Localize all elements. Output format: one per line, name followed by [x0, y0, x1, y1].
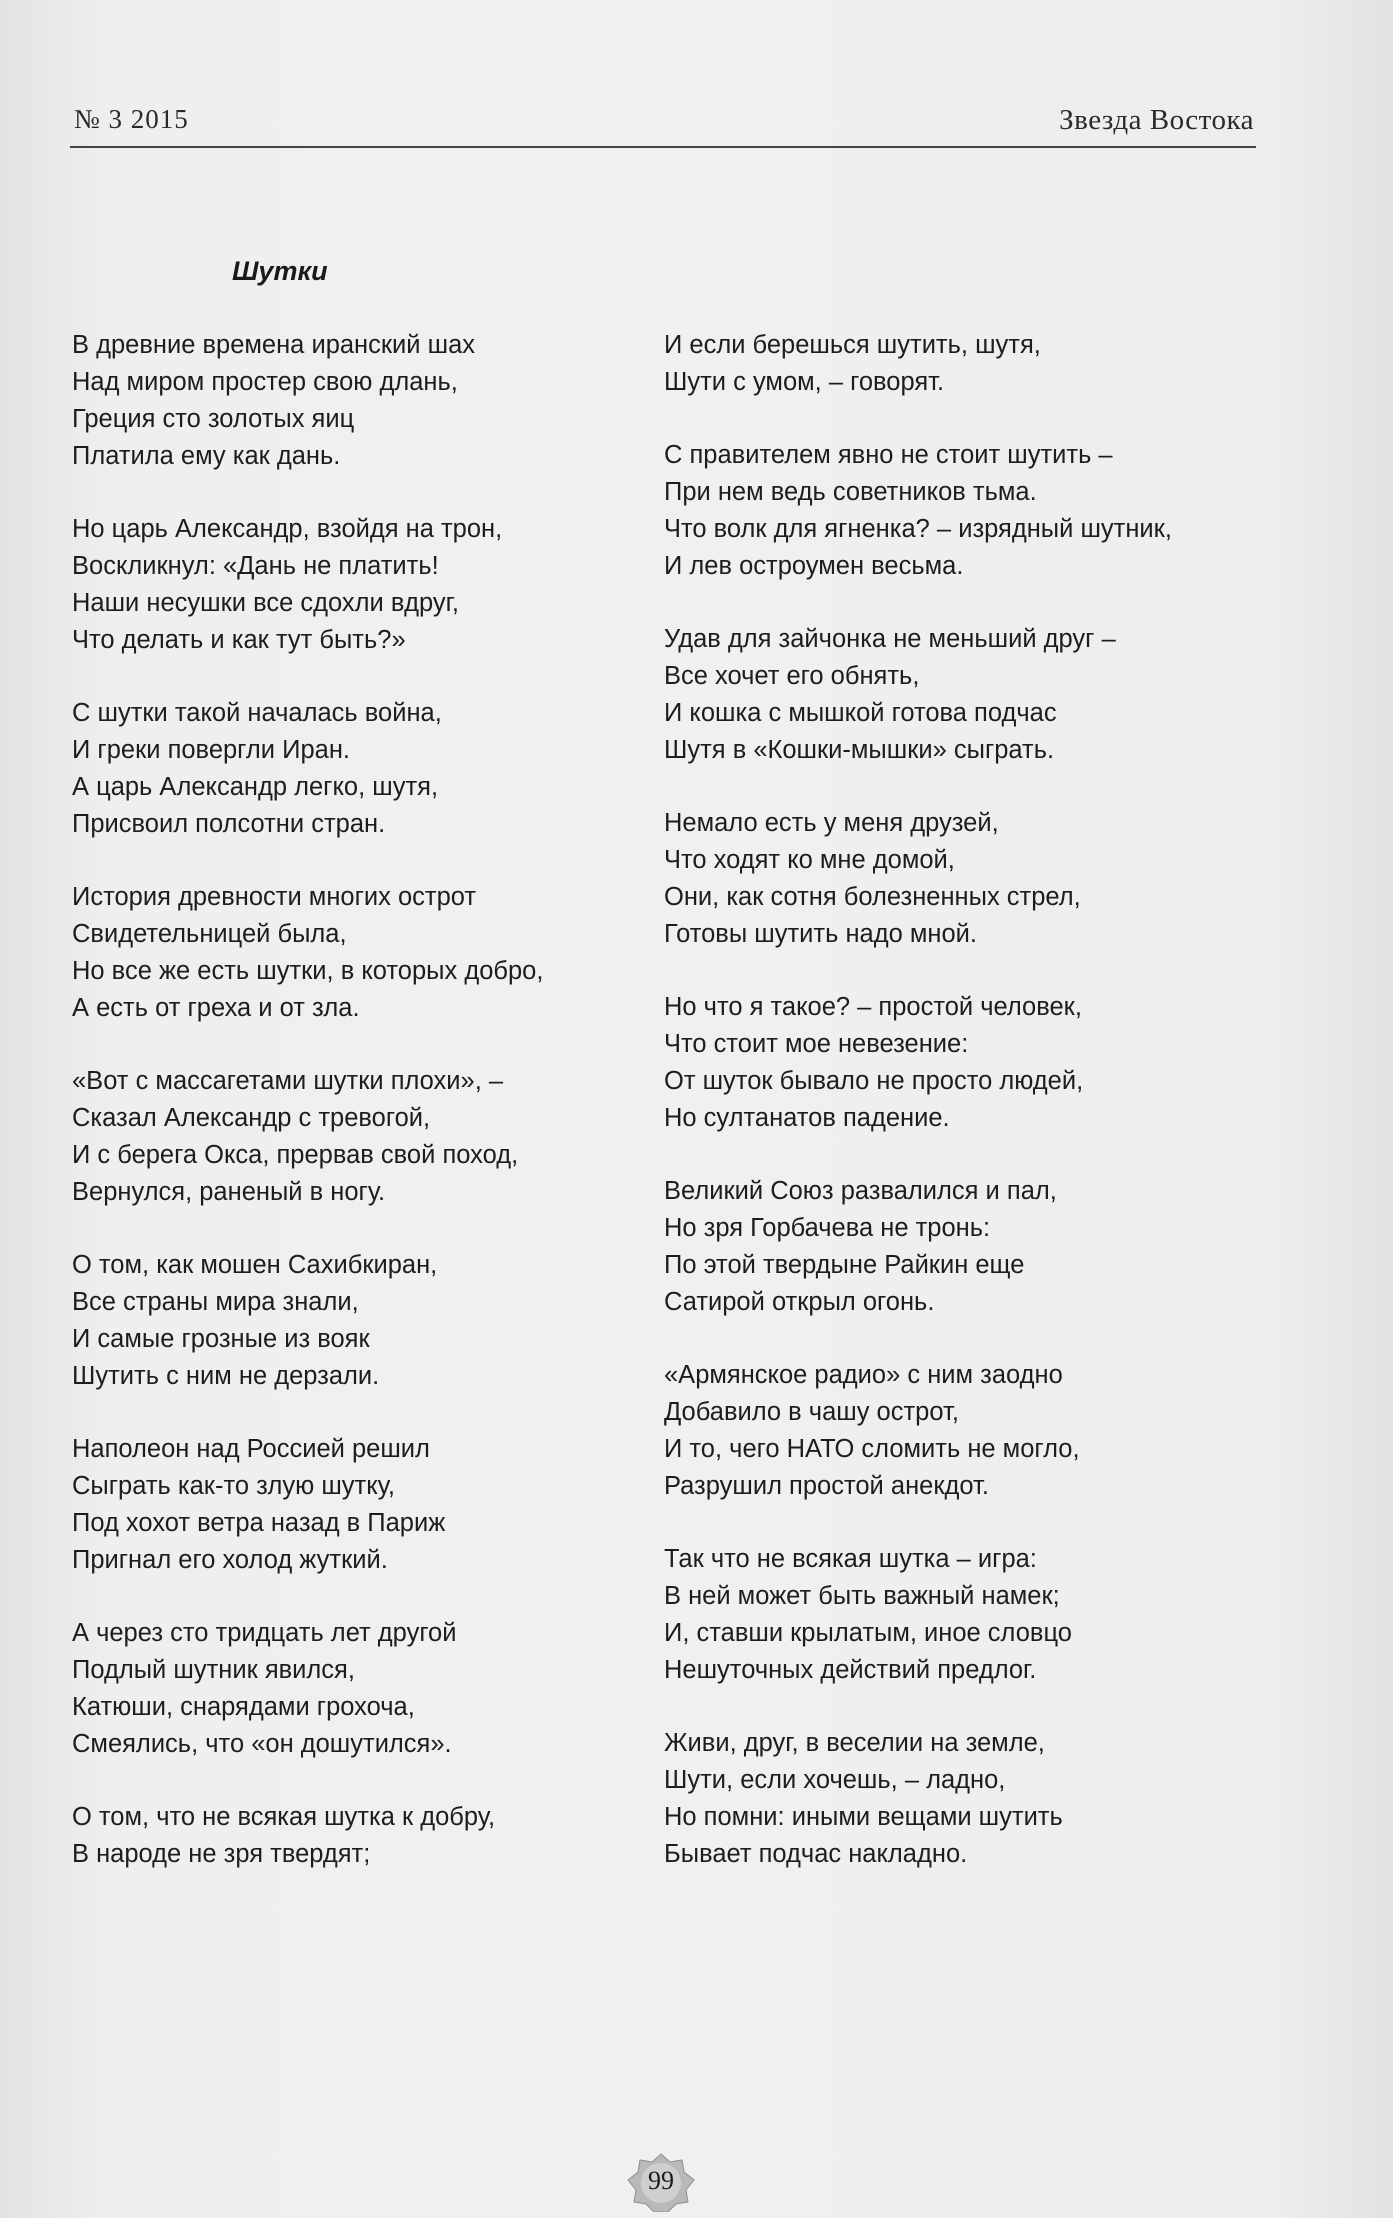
poem-line: Но что я такое? – простой человек, [664, 993, 1082, 1021]
poem-line: Живи, друг, в веселии на земле, [664, 1729, 1045, 1757]
poem-line: Что стоит мое невезение: [664, 1030, 969, 1058]
poem-line: Подлый шутник явился, [72, 1656, 355, 1684]
poem-line: И если берешься шутить, шутя, [664, 331, 1041, 359]
poem-line: Над миром простер свою длань, [72, 368, 458, 396]
poem-stanza [72, 1799, 672, 1873]
poem-line: Готовы шутить надо мной. [664, 920, 977, 948]
header-rule [70, 146, 1256, 148]
poem-stanza [664, 1725, 1264, 1873]
poem-line: С шутки такой началась война, [72, 699, 442, 727]
poem-stanza [72, 879, 672, 1027]
poem-stanza [664, 1357, 1264, 1505]
journal-title: Звезда Востока [1059, 104, 1254, 136]
poem-line: Катюши, снарядами грохоча, [72, 1693, 415, 1721]
poem-line: Они, как сотня болезненных стрел, [664, 883, 1081, 911]
poem-stanza [664, 989, 1264, 1137]
poem-line: Вернулся, раненый в ногу. [72, 1178, 386, 1206]
poem-stanza [664, 1173, 1264, 1321]
poem-line: Нешуточных действий предлог. [664, 1656, 1037, 1684]
poem-line: При нем ведь советников тьма. [664, 478, 1037, 506]
poem-line: В древние времена иранский шах [72, 331, 476, 359]
poem-line: И, ставши крылатым, иное словцо [664, 1619, 1072, 1647]
poem-line: Шути с умом, – говорят. [664, 368, 945, 396]
poem-line: Что ходят ко мне домой, [664, 846, 955, 874]
poem-line: Воскликнул: «Дань не платить! [72, 552, 439, 580]
poem-right-column [664, 327, 1264, 1909]
poem-line: Наши несушки все сдохли вдруг, [72, 589, 459, 617]
poem-title: Шутки [232, 256, 328, 286]
poem-line: О том, как мошен Сахибкиран, [72, 1251, 438, 1279]
poem-line: Но зря Горбачева не тронь: [664, 1214, 991, 1242]
poem-line: История древности многих острот [72, 883, 477, 911]
poem-line: Немало есть у меня друзей, [664, 809, 999, 837]
poem-stanza [72, 1247, 672, 1395]
poem-line: Но помни: иными вещами шутить [664, 1803, 1063, 1831]
page-number-ornament [624, 2152, 698, 2212]
poem-line: Но султанатов падение. [664, 1104, 950, 1132]
poem-line: Так что не всякая шутка – игра: [664, 1545, 1037, 1573]
poem-line: А через сто тридцать лет другой [72, 1619, 457, 1647]
poem-line: В народе не зря твердят; [72, 1840, 371, 1868]
running-head [74, 104, 1254, 144]
poem-stanza [664, 437, 1264, 585]
poem-line: И лев остроумен весьма. [664, 552, 964, 580]
poem-line: Что делать и как тут быть?» [72, 626, 406, 654]
poem-line: Смеялись, что «он дошутился». [72, 1730, 452, 1758]
poem-line: Добавило в чашу острот, [664, 1398, 959, 1426]
poem-line: И с берега Окса, прервав свой поход, [72, 1141, 519, 1169]
poem-line: И греки повергли Иран. [72, 736, 350, 764]
poem-line: Удав для зайчонка не меньший друг – [664, 625, 1116, 653]
poem-line: Сказал Александр с тревогой, [72, 1104, 431, 1132]
poem-left-column [72, 327, 672, 1909]
poem-line: В ней может быть важный намек; [664, 1582, 1060, 1610]
poem-stanza [72, 695, 672, 843]
poem-stanza [664, 1541, 1264, 1689]
poem-line: Шути, если хочешь, – ладно, [664, 1766, 1006, 1794]
page-number: 99 [648, 2166, 674, 2195]
poem-line: Наполеон над Россией решил [72, 1435, 430, 1463]
poem-line: Великий Союз развалился и пал, [664, 1177, 1057, 1205]
poem-line: Что волк для ягненка? – изрядный шутник, [664, 515, 1172, 543]
poem-line: И то, чего НАТО сломить не могло, [664, 1435, 1080, 1463]
poem-line: Пригнал его холод жуткий. [72, 1546, 388, 1574]
poem-stanza [664, 327, 1264, 401]
poem-line: А царь Александр легко, шутя, [72, 773, 439, 801]
poem-stanza [72, 1063, 672, 1211]
issue-number: № 3 2015 [74, 104, 189, 134]
poem-line: Но царь Александр, взойдя на трон, [72, 515, 503, 543]
poem-line: И самые грозные из вояк [72, 1325, 370, 1353]
poem-stanza [72, 1431, 672, 1579]
poem-line: Греция сто золотых яиц [72, 405, 355, 433]
poem-stanza [664, 621, 1264, 769]
poem-line: А есть от греха и от зла. [72, 994, 360, 1022]
poem-line: Платила ему как дань. [72, 442, 341, 470]
poem-line: Присвоил полсотни стран. [72, 810, 386, 838]
poem-line: «Армянское радио» с ним заодно [664, 1361, 1063, 1389]
poem-line: От шуток бывало не просто людей, [664, 1067, 1084, 1095]
poem-line: «Вот с массагетами шутки плохи», – [72, 1067, 504, 1095]
poem-line: О том, что не всякая шутка к добру, [72, 1803, 496, 1831]
poem-line: Но все же есть шутки, в которых добро, [72, 957, 544, 985]
poem-line: Разрушил простой анекдот. [664, 1472, 989, 1500]
poem-line: По этой твердыне Райкин еще [664, 1251, 1025, 1279]
poem-line: Шутить с ним не дерзали. [72, 1362, 380, 1390]
poem-line: Бывает подчас накладно. [664, 1840, 968, 1868]
poem-line: Все страны мира знали, [72, 1288, 359, 1316]
poem-stanza [72, 511, 672, 659]
poem-stanza [664, 805, 1264, 953]
poem-stanza [72, 327, 672, 475]
poem-line: Под хохот ветра назад в Париж [72, 1509, 446, 1537]
poem-line: Свидетельницей была, [72, 920, 347, 948]
poem-line: Сатирой открыл огонь. [664, 1288, 935, 1316]
poem-line: И кошка с мышкой готова подчас [664, 699, 1057, 727]
poem-line: Сыграть как-то злую шутку, [72, 1472, 395, 1500]
poem-stanza [72, 1615, 672, 1763]
poem-line: С правителем явно не стоит шутить – [664, 441, 1113, 469]
poem-line: Шутя в «Кошки-мышки» сыграть. [664, 736, 1055, 764]
poem-line: Все хочет его обнять, [664, 662, 920, 690]
